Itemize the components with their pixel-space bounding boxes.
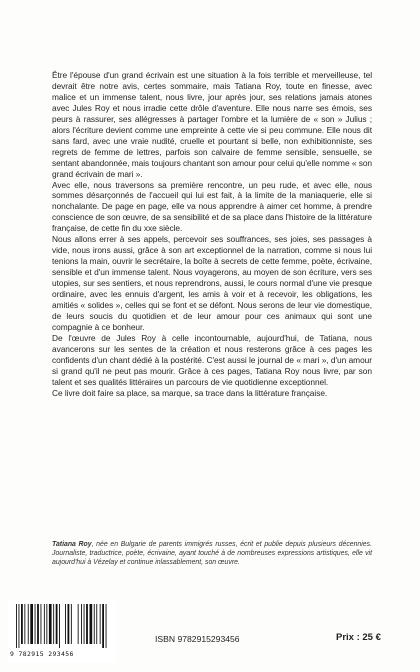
barcode-bar — [30, 604, 33, 644]
author-name: Tatiana Roy — [52, 541, 92, 548]
author-bio — [52, 540, 372, 567]
barcode-bar — [41, 604, 42, 644]
barcode-bar — [100, 604, 101, 644]
barcode-bar — [78, 604, 79, 644]
barcode-digits: 9 782915 293456 — [10, 650, 74, 658]
barcode-bar — [106, 604, 107, 648]
barcode-bar — [71, 604, 72, 644]
barcode-bar — [65, 604, 66, 644]
barcode-bar — [84, 604, 85, 644]
barcode-bar — [56, 604, 58, 644]
blurb-paragraph-3: Nous allons errer à ses appels, percevoir ses souffrances, ses joies, ses passages à vide, nous irons aussi, grâce à son art exceptionnel de la narration, comme si nous lui tenions la main, ouvrir le secrétaire, la boîte à secrets de cette femme, poète, écrivaine, sensible et d'un immense talent. Nous voyagerons, au moyen de son écriture, vers ses utopies, sur ses sentiers, et nous reprendrons, aussi, le cours normal d'une vie presque ordinaire, avec les ennuis d'argent, les amis à voir et à recevoir, les obligations, les amitiés « solides », celles qui se font et se défont. Nous serons de leur vie domestique, de leurs soucis du quotidien et de leur amour pour ces animaux qui sont une compagnie à ce bonheur. — [52, 234, 372, 332]
isbn-label: ISBN 9782915293456 — [155, 634, 240, 644]
blurb-text — [52, 70, 372, 399]
barcode-bar — [19, 604, 20, 648]
barcode-bar — [102, 604, 104, 648]
barcode-bar — [53, 604, 54, 644]
barcode-bar — [49, 604, 52, 644]
barcode-bar — [46, 604, 47, 644]
barcode-bar — [37, 604, 39, 644]
barcode-bar — [44, 604, 45, 644]
barcode-bar — [24, 604, 25, 644]
barcode-bar — [35, 604, 36, 644]
barcode-bar — [96, 604, 97, 644]
barcode-bar — [94, 604, 95, 644]
price-label: Prix : 25 € — [336, 632, 381, 643]
barcode-bar — [90, 604, 93, 644]
barcode — [8, 600, 116, 662]
blurb-paragraph-1: Être l'épouse d'un grand écrivain est une situation à la fois terrible et merveilleuse, tel devrait être notre avis, certes sommaire, mais Tatiana Roy, toute en finesse, avec malice et un immense talent, nous livre, jour après jour, ses relations jamais atones avec Jules Roy et nous irradie cette drôle d'aventure. Elle nous narre ses émois, ses peurs à rassurer, ses allégresses à partager l'ombre et la lumière de « son » Julius ; alors l'écriture devient comme une empreinte à cette vie si peu commune. Elle nous dit sans fard, avec une vraie nudité, cruelle et pourtant si belle, non exhibitionniste, ses regrets de femme de lettres, parfois son calvaire de femme sensible, sensuelle, se sentant abandonnée, mais toujours chantant son amour pour celui qu'elle nomme « son grand écrivain de mari ». — [52, 70, 372, 179]
blurb-paragraph-5: Ce livre doit faire sa place, sa marque, sa trace dans la littérature française. — [52, 387, 328, 398]
barcode-bar — [86, 604, 88, 644]
barcode-icon — [14, 604, 110, 650]
barcode-bar — [81, 604, 82, 644]
author-bio-text: , née en Bulgarie de parents immigrés russes, écrit et publie depuis plusieurs décennies. Journaliste, traductrice, poète, écrivaine, ayant touché à de nombreuses expressions artistiques, elle vit aujourd'hui à Vézelay et continue inlassablement, son œuvre. — [52, 541, 372, 567]
blurb-paragraph-2: Avec elle, nous traversons sa première rencontre, un peu rude, et avec elle, nous sommes désarçonnés de l'accueil qui lui est fait, à la limite de la maniaquerie, elle si nonchalante. De page en page, elle va nous apprendre à aimer cet homme, à prendre conscience de son œuvre, de sa sensibilité et de sa place dans l'histoire de la littérature française, de cette fin du xxe siècle. — [52, 179, 372, 234]
barcode-bar — [59, 604, 60, 648]
barcode-bar — [68, 604, 70, 644]
barcode-bar — [28, 604, 29, 644]
blurb-paragraph-4: De l'œuvre de Jules Roy à celle incontournable, aujourd'hui, de Tatiana, nous avancerons sur les sentes de la création et nous resterons grâce à ces pages les confidents d'un chant dédié à la postérité. C'est aussi le journal de « mari », d'un amour si grand qu'il ne peut pas mourir. Grâce à ces pages, Tatiana Roy nous livre, par son talent et ses qualités littéraires un parcours de vie quotidienne exceptionnel. — [52, 332, 372, 387]
barcode-bar — [21, 604, 23, 644]
barcode-bar — [16, 604, 17, 648]
